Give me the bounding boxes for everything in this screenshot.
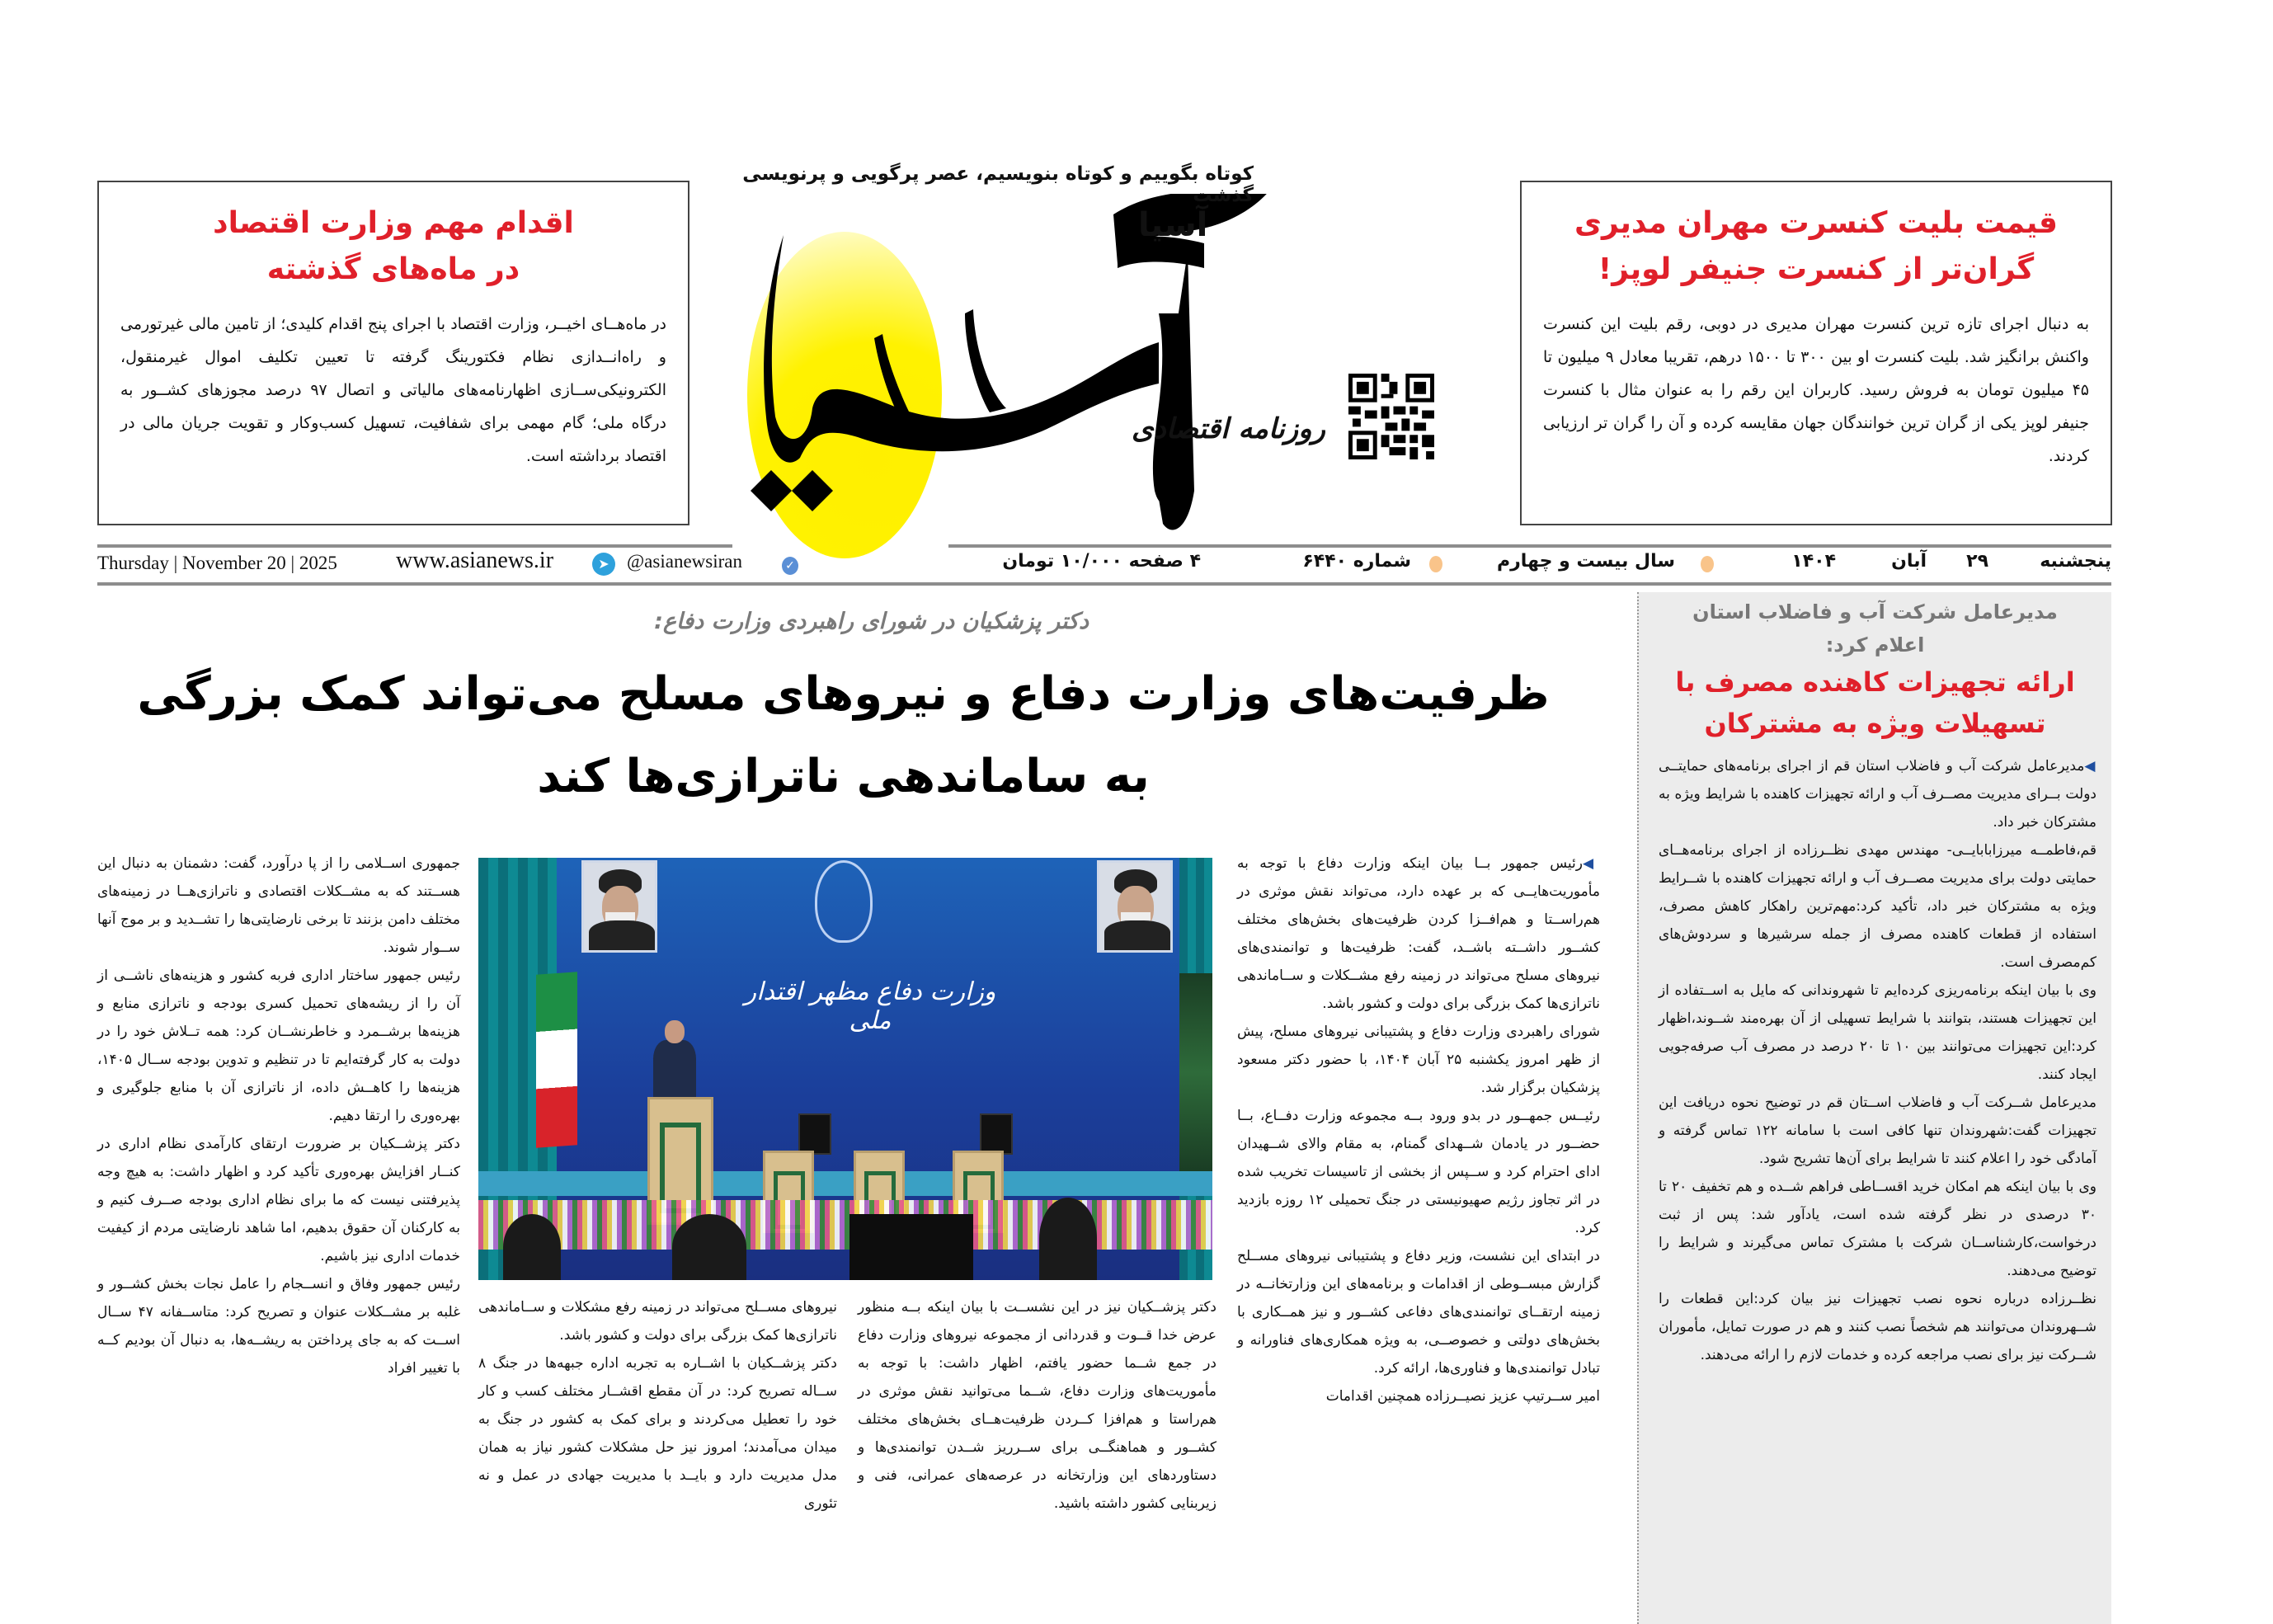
photo-screen xyxy=(849,1214,973,1280)
photo-flowers xyxy=(478,1200,1212,1250)
masthead-tagline: کوتاه بگوییم و کوتاه بنویسیم، عصر پرگویی و پرنویسی گذشت xyxy=(742,163,1254,206)
article-paragraph: دکتر پزشــکیان نیز در این نشســت با بیان اینکه بــه منظور عرض خدا قــوت و قدردانی از مجموعه نیروهای وزارت دفاع در جمع شــما حضور یافتم، اظهار داشت: با توجه به مأموریت‌های وزارت دفاع، شــما می‌توانید نقش موثری در هم‌راستا و هم‌افزا کــردن ظرفیت‌هــای بخش‌های مختلف کشــور و هماهنگــی برای ســرریز شــدن توانمندی‌ها و دستاوردهای این وزارتخانه در عرصه‌های عمرانی، فنی و زیربنایی کشور داشته باشید. xyxy=(858,1299,1217,1512)
article-paragraph: رئیس جمهور ساختار اداری فربه کشور و هزینه‌های ناشــی از آن را از ریشه‌های تحمیل کسری بودجه و ناترازی منابع و هزینه‌ها برشــمرد و خاطرنشــان کرد: همه تــلاش خود را در دولت به کار گرفته‌ایم تا در تنظیم و تدوین بودجه ســال ۱۴۰۵، هزینه‌ها را کاهــش داده، از ناترازی آن با منابع جلوگیری و بهره‌وری را ارتقا دهیم. xyxy=(97,967,460,1124)
photo-portrait-left xyxy=(581,860,657,953)
ministry-emblem-icon xyxy=(815,860,873,943)
photo-audience xyxy=(1039,1198,1097,1280)
main-headline-line-1: ظرفیت‌های وزارت دفاع و نیروهای مسلح می‌تواند کمک بزرگی xyxy=(137,667,1550,721)
issue-number: شماره ۶۴۴۰ xyxy=(1302,551,1411,572)
photo-portrait-right xyxy=(1097,860,1173,953)
photo-stage xyxy=(478,1171,1212,1196)
separator-dot xyxy=(1701,556,1714,572)
article-paragraph: دکتر پزشــکیان با اشــاره به تجربه اداره جبهه‌ها در جنگ ۸ ســاله تصریح کرد: در آن مقطع اقشــار مختلف کسب و کار خود را تعطیل می‌کردند و برای کمک به کشور در جنگ به میدان می‌آمدند؛ امروز نیز حل مشکلات کشور نیاز به همان مدل مدیریت دارد و بایــد با مدیریت جهادی در عمل و نه تئوری xyxy=(478,1355,837,1512)
teaser-body: در ماه‌هــای اخیــر، وزارت اقتصاد با اجرای پنج اقدام کلیدی؛ از تامین مالی غیرتورمی و راه‌انــدازی نظام فکتورینگ گرفته تا تعیین تکلیف اموال غیرمنقول، الکترونیکی‌ســازی اظهارنامه‌های مالیاتی و اتصال ۹۷ درصد مجوزهای کشــور به درگاه ملی؛ گام مهمی برای شفافیت، تسهیل کسب‌وکار و تقویت جریان مالی در اقتصاد برداشته است. xyxy=(120,315,666,465)
main-story-photo[interactable] xyxy=(478,858,1212,1280)
main-story-kicker: دکتر پزشکیان در شورای راهبردی وزارت دفاع: xyxy=(654,609,1089,634)
sidebar-paragraph: ◀مدیرعامل شرکت آب و فاضلاب استان قم از اجرای برنامه‌های حمایتــی دولت بــرای مدیریت مصــرف آب و ارائه تجهیزات کاهنده با شرایط ویژه به مشترکان خبر داد. xyxy=(1659,758,2097,831)
military-flag xyxy=(1179,973,1212,1171)
bullet-arrow-icon: ◀ xyxy=(1582,855,1601,872)
issue-volume: سال بیست و چهارم xyxy=(1497,551,1675,572)
teaser-title: قیمت بلیت کنسرت مهران مدیری گران‌تر از کنسرت جنیفر لوپز! xyxy=(1574,206,2058,286)
newspaper-logo-wordmark xyxy=(742,194,1336,540)
article-paragraph: ◀رئیس جمهور بــا بیان اینکه وزارت دفاع با توجه به مأموریت‌هایــی که بر عهده دارد، می‌تواند نقش موثری در هم‌راســتا و هم‌افــزا کردن ظرفیت‌های بخش‌های مختلف کشــور داشــته باشــد، گفت: ظرفیت‌ها و توانمندی‌های نیروهای مسلح می‌تواند در زمینه رفع مشــکلات و ســاماندهی ناترازی‌ها کمک بزرگی برای دولت و کشور باشد. xyxy=(1237,855,1601,1012)
photo-audience xyxy=(672,1214,746,1280)
article-column-center-right xyxy=(858,1293,1217,1518)
main-headline-line-2: به ساماندهی ناترازی‌ها کند xyxy=(537,750,1150,803)
website-link[interactable]: www.asianews.ir xyxy=(396,548,554,573)
sidebar-kicker: مدیرعامل شرکت آب و فاضلاب استان اعلام کرد: xyxy=(1692,600,2058,657)
sidebar-paragraph: قم،فاطمــه میرزابابایــی- مهندس مهدی نظــرزاده از اجرای برنامه‌هــای حمایتی دولت برای مدیریت مصــرف آب و ارائه تجهیزات کاهنده با شــرایط ویژه به مشترکان خبر داد، تأکید کرد:مهم‌ترین راهکار کاهش مصرف، استفاده از قطعات کاهنده مصرف از جمله سرشیرها و سردوش‌های کم‌مصرف است. xyxy=(1659,842,2097,971)
separator-dot xyxy=(1429,556,1442,572)
sidebar-body xyxy=(1639,744,2111,1369)
photo-audience xyxy=(503,1214,561,1280)
qr-code-icon[interactable] xyxy=(1348,373,1434,460)
iran-flag xyxy=(536,972,577,1147)
article-paragraph: در ابتدای این نشست، وزیر دفاع و پشتیبانی نیروهای مســلح گزارش مبســوطی از اقدامات و برنامه‌های این وزارتخانــه در زمینه ارتقــای توانمندی‌های دفاعی کشــور و نیز همــکاری با بخش‌های دولتی و خصوصــی، به ویژه همکاری‌های فناورانه و تبادل توانمندی‌ها و فناوری‌ها، ارائه کرد. xyxy=(1237,1248,1600,1377)
infobar-top-rule xyxy=(948,544,2111,548)
article-paragraph: امیر ســرتیپ عزیز نصیــرزاده همچنین اقدامات xyxy=(1325,1388,1600,1405)
issue-year: ۱۴۰۴ xyxy=(1791,551,1836,572)
article-paragraph: دکتر پزشــکیان بر ضرورت ارتقای کارآمدی نظام اداری در کنــار افزایش بهره‌وری تأکید کرد و اظهار داشت: به هیچ وجه پذیرفتنی نیست که ما برای نظام اداری بودجه صــرف کنیم و به کارکنان آن حقوق بدهیم، اما شاهد نارضایتی مردم از کیفیت خدمات اداری نیز باشیم. xyxy=(97,1136,460,1264)
verified-badge-icon: ✓ xyxy=(782,557,798,575)
issue-month: آبان xyxy=(1891,551,1927,572)
sidebar-article-water-company[interactable] xyxy=(1637,592,2111,1624)
article-paragraph: نیروهای مســلح می‌تواند در زمینه رفع مشکلات و ســاماندهی ناترازی‌ها کمک بزرگی برای دولت و کشور باشد. xyxy=(478,1299,837,1344)
date-english: Thursday | November 20 | 2025 xyxy=(97,553,337,573)
article-column-right xyxy=(1237,850,1600,1410)
telegram-icon[interactable]: ➤ xyxy=(592,553,615,576)
pages-and-price: ۴ صفحه ۱۰/۰۰۰ تومان xyxy=(1002,551,1201,572)
sidebar-title: ارائه تجهیزات کاهنده مصرف با تسهیلات ویژه به مشترکان xyxy=(1675,666,2075,739)
main-headline[interactable] xyxy=(124,653,1563,818)
sidebar-paragraph: نظــرزاده درباره نحوه نصب تجهیزات نیز بیان کرد:این قطعات را شــهروندان می‌توانند هم شخصاً نصب کنند و هم در صورت تمایل، مأموران شــرکت نیز برای نصب مراجعه کرده و خدمات لازم را ارائه می‌دهند. xyxy=(1659,1291,2097,1363)
sidebar-paragraph: وی با بیان اینکه برنامه‌ریزی کرده‌ایم تا شهروندانی که مایل به اســتفاده از این تجهیزات هستند، بتوانند با شرایط تسهیلی از آن بهره‌مند شــوند،اظهار کرد:این تجهیزات می‌توانند بین ۱۰ تا ۲۰ درصد در مصرف آب صرفه‌جویی ایجاد کنند. xyxy=(1659,982,2097,1083)
teaser-box-economy-ministry[interactable] xyxy=(97,181,689,525)
article-paragraph: رئیس جمهور وفاق و انســجام را عامل نجات بخش کشــور و غلبه بر مشــکلات عنوان و تصریح کرد: متاســفانه ۴۷ ســال اســت که به جای پرداختن به ریشــه‌ها، به دنبال آن بودیم کــه با تغییر افراد xyxy=(97,1276,461,1377)
photo-monitor xyxy=(798,1113,831,1155)
article-column-center-left xyxy=(478,1293,837,1518)
sidebar-paragraph: وی با بیان اینکه هم امکان خرید اقســاطی فراهم شــده و هم تخفیف ۲۰ تا ۳۰ درصدی در نظر گرفته شده است، یادآور شد: پس از ثبت درخواست،کارشناســان شرکت با مشترک تماس می‌گیرند و شرایط را توضیح می‌دهند. xyxy=(1659,1179,2097,1279)
photo-monitor xyxy=(980,1113,1013,1155)
article-paragraph: رئیــس جمهــور در بدو ورود بــه مجموعه وزارت دفــاع، بــا حضــور در یادمان شــهدای گمنام، به مقام والای شــهیدان ادای احترام کرد و ســپس از بخشی از تاسیسات تخریب شده در اثر تجاوز رژیم صهیونیستی در جنگ تحمیلی ۱۲ روزه بازدید کرد. xyxy=(1237,1108,1600,1236)
teaser-title: اقدام مهم وزارت اقتصاد در ماه‌های گذشته xyxy=(213,206,574,286)
bullet-arrow-icon: ◀ xyxy=(2084,758,2097,774)
article-column-left xyxy=(97,850,460,1382)
article-paragraph: شورای راهبردی وزارت دفاع و پشتیبانی نیروهای مسلح، پیش از ظهر امروز یکشنبه ۲۵ آبان ۱۴۰۴، با حضور دکتر مسعود پزشکیان برگزار شد. xyxy=(1237,1024,1600,1096)
photo-speaker xyxy=(653,1020,696,1103)
social-handle[interactable]: @asianewsiran xyxy=(627,551,742,572)
photo-banner-text: وزارت دفاع مظهر اقتدار ملی xyxy=(744,977,996,1035)
masthead-name: آسیا xyxy=(1138,206,1208,244)
teaser-body: به دنبال اجرای تازه ترین کنسرت مهران مدیری در دوبی، رقم بلیت این کنسرت واکنش برانگیز شد. بلیت کنسرت او بین ۳۰۰ تا ۱۵۰۰ درهم، تقریبا معادل ۹ میلیون تا ۴۵ میلیون تومان به فروش رسید. کاربران این رقم را به عنوان مثال با کنسرت جنیفر لوپز یکی از گران ترین خوانندگان جهان مقایسه کرده و آن را گران تر ارزیابی کردند. xyxy=(1543,315,2089,465)
masthead-subtitle: روزنامه اقتصادی xyxy=(1132,412,1325,445)
article-paragraph: جمهوری اســلامی را از پا درآورد، گفت: دشمنان به دنبال این هســتند که به مشــکلات اقتصادی و ناترازی‌هــا در زمینه‌های مختلف دامن بزنند تا برخی نارضایتی‌ها را تشــدید و بر موج آنها ســوار شوند. xyxy=(97,855,460,956)
issue-day: پنجشنبه xyxy=(2040,551,2111,572)
sidebar-paragraph: مدیرعامل شــرکت آب و فاضلاب اســتان قم در توضیح نحوه دریافت این تجهیزات گفت:شهروندان تنها کافی است با سامانه ۱۲۲ تماس گرفته و آمادگی خود را اعلام کنند تا شرایط برای آن‌ها تشریح شود. xyxy=(1659,1094,2097,1167)
teaser-box-concert-price[interactable] xyxy=(1520,181,2112,525)
issue-day-number: ۲۹ xyxy=(1966,551,1988,572)
infobar-bottom-rule xyxy=(97,582,2111,586)
